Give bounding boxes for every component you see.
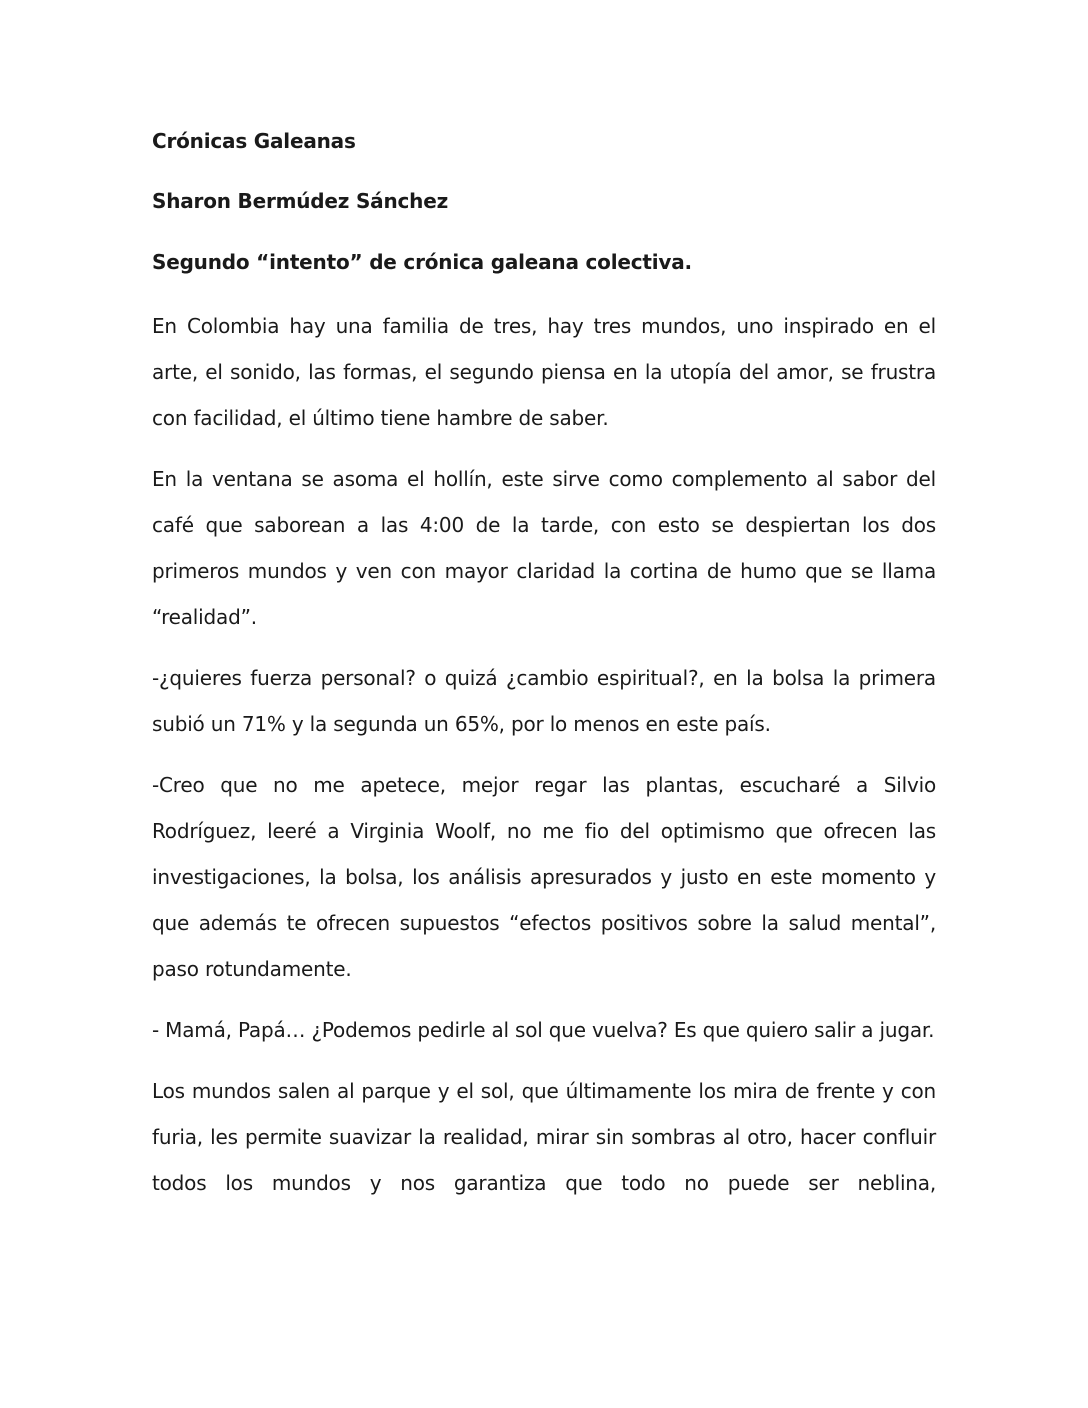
document-author: Sharon Bermúdez Sánchez bbox=[152, 189, 449, 213]
paragraph-park: Los mundos salen al parque y el sol, que últimamente los mira de frente y con furia, les permite suavizar la realidad, mirar sin sombras al otro, hacer confluir todos los mundos y nos garantiza que todo no puede ser neblina, bbox=[152, 1079, 936, 1195]
paragraph-personal-strength: -¿quieres fuerza personal? o quizá ¿cambio espiritual?, en la bolsa la primera subió un 71% y la segunda un 65%, por lo menos en este país. bbox=[152, 666, 936, 736]
paragraph-window-soot: En la ventana se asoma el hollín, este sirve como complemento al sabor del café que saborean a las 4:00 de la tarde, con esto se despiertan los dos primeros mundos y ven con mayor claridad la cortina de humo que se llama “realidad”. bbox=[152, 467, 936, 629]
paragraph-family-worlds: En Colombia hay una familia de tres, hay tres mundos, uno inspirado en el arte, el sonido, las formas, el segundo piensa en la utopía del amor, se frustra con facilidad, el último tiene hambre de saber. bbox=[152, 314, 936, 430]
document-title: Crónicas Galeanas bbox=[152, 129, 356, 153]
paragraph-ask-sun: - Mamá, Papá… ¿Podemos pedirle al sol que vuelva? Es que quiero salir a jugar. bbox=[152, 1018, 935, 1042]
paragraph-water-plants: -Creo que no me apetece, mejor regar las plantas, escucharé a Silvio Rodríguez, leeré a Virginia Woolf, no me fio del optimismo que ofrecen las investigaciones, la bolsa, los análisis apresurados y justo en este momento y que además te ofrecen supuestos “efectos positivos sobre la salud mental”, paso rotundamente. bbox=[152, 773, 936, 981]
document-body bbox=[152, 126, 936, 1221]
document-subtitle: Segundo “intento” de crónica galeana colectiva. bbox=[152, 250, 692, 274]
